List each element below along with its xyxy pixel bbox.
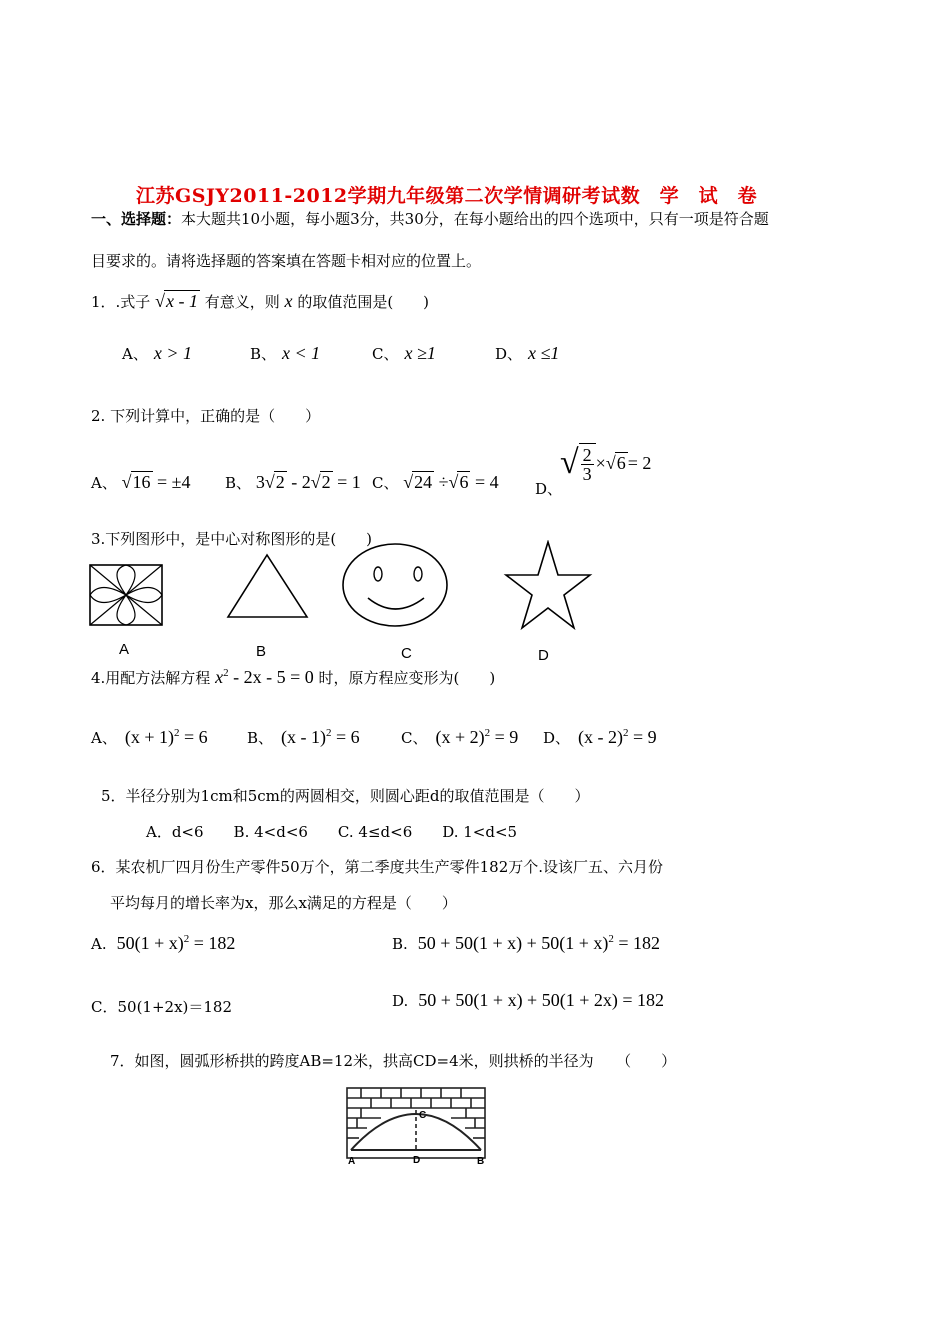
q6-option-a: A. $50(1 + x)^2 = 182$ [91, 933, 236, 953]
q2-option-c: C、 √24 ÷√6 = 4 [372, 472, 499, 492]
section-text-2: 目要求的。请将选择题的答案填在答题卡相对应的位置上。 [91, 252, 482, 270]
q1-option-c: C、 x ≥1 [372, 343, 436, 363]
q1-suffix: 的取值范围是( ) [297, 293, 430, 311]
question-3-stem: 3.下列图形中，是中心对称图形的是( ) [91, 530, 373, 548]
q4-option-a: A、 $(x + 1)^2 = 6$ [91, 727, 208, 747]
question-6-stem-1: 6．某农机厂四月份生产零件50万个，第二季度共生产零件182万个.设该厂五、六月份 [91, 858, 664, 876]
q1-radicand: x - 1 [165, 291, 198, 311]
svg-text:A: A [348, 1156, 356, 1167]
q3-label-b: B [256, 643, 267, 660]
section-intro-line1 [91, 208, 769, 229]
q2-option-d-label: D、 [535, 480, 563, 498]
q6-option-b: B. $50 + 50(1 + x) + 50(1 + x)^2 = 182$ [392, 933, 661, 953]
q6-option-c: C．50(1+2x)＝182 [91, 998, 233, 1016]
q1-option-b: B、 x < 1 [250, 343, 321, 363]
figure-d-star [506, 542, 590, 628]
q2-option-a: A、 √16 = ±4 [91, 472, 191, 492]
figure-b-triangle [228, 555, 307, 617]
section-text-1: 本大题共10小题，每小题3分，共30分，在每小题给出的四个选项中，只有一项是符合题 [181, 210, 769, 228]
question-6-stem-2: 平均每月的增长率为x，那么x满足的方程是（ ） [110, 894, 457, 912]
q1-var: x [284, 291, 293, 311]
q7-bridge-figure [341, 1082, 491, 1168]
question-4-stem: 4.用配方法解方程 $x^2 - 2x - 5 = 0$ 时，原方程应变形为( ) [91, 667, 496, 687]
q1-option-a: A、 x > 1 [122, 343, 192, 363]
figure-a-square-petals [90, 565, 162, 625]
question-7-stem: 7．如图，圆弧形桥拱的跨度AB=12米，拱高CD=4米，则拱桥的半径为 （ ） [110, 1052, 677, 1070]
figure-c-smiley-face [343, 544, 447, 626]
q4-option-d: D、 (x - 2)$^2$ = 9 [543, 727, 657, 747]
q3-figures [88, 540, 608, 640]
q1-prefix: 1．.式子 [91, 293, 151, 311]
q3-label-c: C [401, 645, 412, 662]
q2-option-d-math: √ $\frac{2}{3}$ × √ 6 = 2 [560, 444, 652, 484]
q2-option-b: B、 3√2 - 2√2 = 1 [225, 472, 361, 492]
q4-option-b: B、 (x - 1)$^2$ = 6 [247, 727, 360, 747]
q6-option-d: D. 50 + 50(1 + x) + 50(1 + 2x) = 182 [392, 990, 664, 1010]
q1-radical: √x - 1 [155, 291, 198, 311]
q5-options: A．d<6 B. 4<d<6 C. 4≤d<6 D. 1<d<5 [146, 823, 518, 841]
q3-label-d: D [538, 647, 549, 664]
q4-option-c: C、 $(x + 2)^2 = 9$ [401, 727, 519, 747]
svg-text:B: B [477, 1156, 485, 1167]
q1-mid: 有意义，则 [204, 293, 280, 311]
question-5-stem: 5．半径分别为1cm和5cm的两圆相交，则圆心距d的取值范围是（ ） [101, 787, 590, 805]
q1-option-d: D、 x ≤1 [495, 343, 560, 363]
svg-text:D: D [413, 1155, 421, 1166]
svg-text:C: C [419, 1110, 427, 1121]
question-2-stem: 2. 下列计算中，正确的是（ ） [91, 407, 321, 425]
section-heading: 一、选择题： [91, 210, 182, 228]
q3-label-a: A [119, 641, 130, 658]
question-1-stem [91, 290, 429, 312]
page-title: 江苏GSJY2011-2012学期九年级第二次学情调研考试数 学 试 卷 [136, 185, 758, 207]
